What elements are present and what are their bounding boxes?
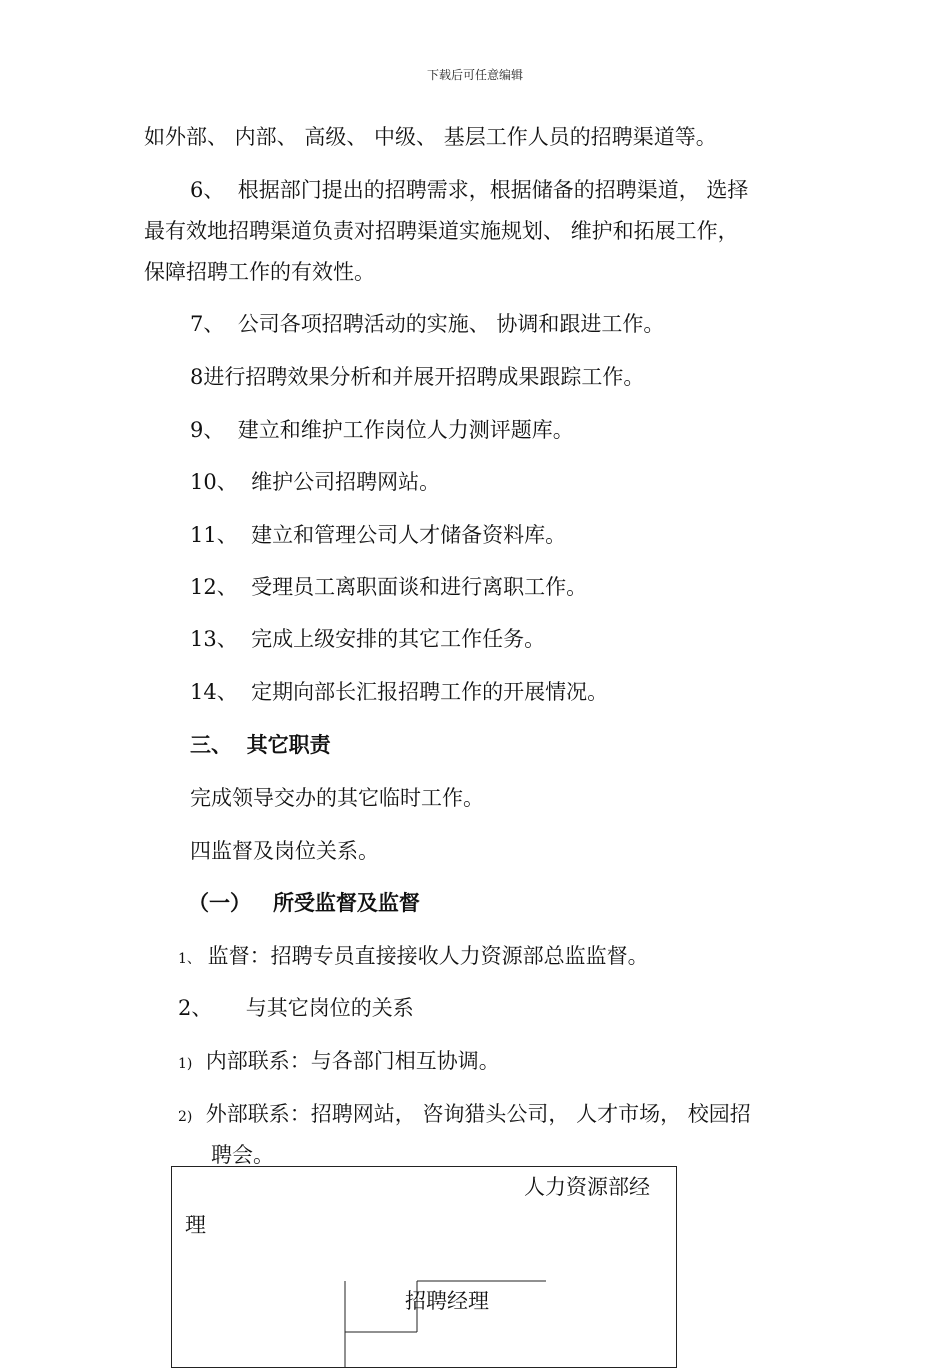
list-item bbox=[190, 309, 664, 339]
list-number: 6、 bbox=[190, 178, 225, 202]
section-title: 其它职责 bbox=[246, 733, 331, 757]
list-number: 13、 bbox=[190, 627, 238, 651]
text-line: 保障招聘工作的有效性。 bbox=[144, 260, 375, 284]
section-number: 三、 bbox=[190, 733, 232, 757]
list-item bbox=[190, 677, 608, 707]
list-item bbox=[178, 1099, 751, 1132]
org-chart bbox=[171, 1166, 677, 1368]
page-header: 下载后可任意编辑 bbox=[426, 68, 523, 82]
list-number: 11、 bbox=[190, 523, 238, 547]
list-item bbox=[190, 362, 644, 392]
list-number: 9、 bbox=[190, 418, 225, 442]
list-number: 1) bbox=[178, 1056, 193, 1072]
text-line: 聘会。 bbox=[211, 1143, 274, 1167]
text-line: 最有效地招聘渠道负责对招聘渠道实施规划、 维护和拓展工作， bbox=[144, 219, 739, 243]
list-text: 外部联系：招聘网站， 咨询猎头公司， 人才市场， 校园招 bbox=[205, 1102, 751, 1126]
subsection-heading bbox=[188, 888, 420, 918]
list-text: 受理员工离职面谈和进行离职工作。 bbox=[251, 575, 588, 599]
list-number: 1、 bbox=[178, 951, 201, 967]
list-item bbox=[190, 415, 574, 445]
list-text: 维护公司招聘网站。 bbox=[251, 470, 441, 494]
list-number: 7、 bbox=[190, 312, 225, 336]
list-item bbox=[190, 520, 566, 550]
org-node-recruit-manager: 招聘经理 bbox=[405, 1289, 489, 1313]
list-item bbox=[178, 941, 649, 974]
list-number: 8 bbox=[190, 365, 204, 389]
list-number: 10、 bbox=[190, 470, 238, 494]
list-item bbox=[190, 467, 440, 497]
subsection-title: 所受监督及监督 bbox=[272, 891, 420, 915]
list-item bbox=[178, 993, 414, 1023]
text-line: 如外部、 内部、 高级、 中级、 基层工作人员的招聘渠道等。 bbox=[144, 125, 717, 149]
list-number: 12、 bbox=[190, 575, 238, 599]
list-text: 根据部门提出的招聘需求，根据储备的招聘渠道， 选择 bbox=[237, 178, 749, 202]
org-node-hr-manager: 人力资源部经 bbox=[524, 1175, 650, 1199]
text-line: 完成领导交办的其它临时工作。 bbox=[190, 786, 484, 810]
section-heading bbox=[190, 730, 331, 760]
list-item bbox=[190, 624, 545, 654]
list-text: 与其它岗位的关系 bbox=[245, 996, 414, 1020]
list-text: 公司各项招聘活动的实施、 协调和跟进工作。 bbox=[237, 312, 665, 336]
subsection-number: （一） bbox=[188, 891, 251, 915]
list-text: 定期向部长汇报招聘工作的开展情况。 bbox=[251, 680, 609, 704]
list-text: 内部联系：与各部门相互协调。 bbox=[205, 1049, 500, 1073]
list-item bbox=[178, 1046, 500, 1079]
list-number: 14、 bbox=[190, 680, 238, 704]
list-text: 完成上级安排的其它工作任务。 bbox=[251, 627, 546, 651]
org-node-hr-manager-cont: 理 bbox=[185, 1213, 206, 1237]
list-item bbox=[190, 572, 587, 602]
list-item bbox=[190, 175, 748, 205]
list-text: 监督：招聘专员直接接收人力资源部总监监督。 bbox=[207, 944, 649, 968]
list-number: 2) bbox=[178, 1109, 193, 1125]
text-line: 四监督及岗位关系。 bbox=[190, 839, 379, 863]
list-number: 2、 bbox=[178, 996, 213, 1020]
list-text: 建立和维护工作岗位人力测评题库。 bbox=[237, 418, 574, 442]
list-text: 进行招聘效果分析和并展开招聘成果跟踪工作。 bbox=[203, 365, 645, 389]
list-text: 建立和管理公司人才储备资料库。 bbox=[251, 523, 567, 547]
